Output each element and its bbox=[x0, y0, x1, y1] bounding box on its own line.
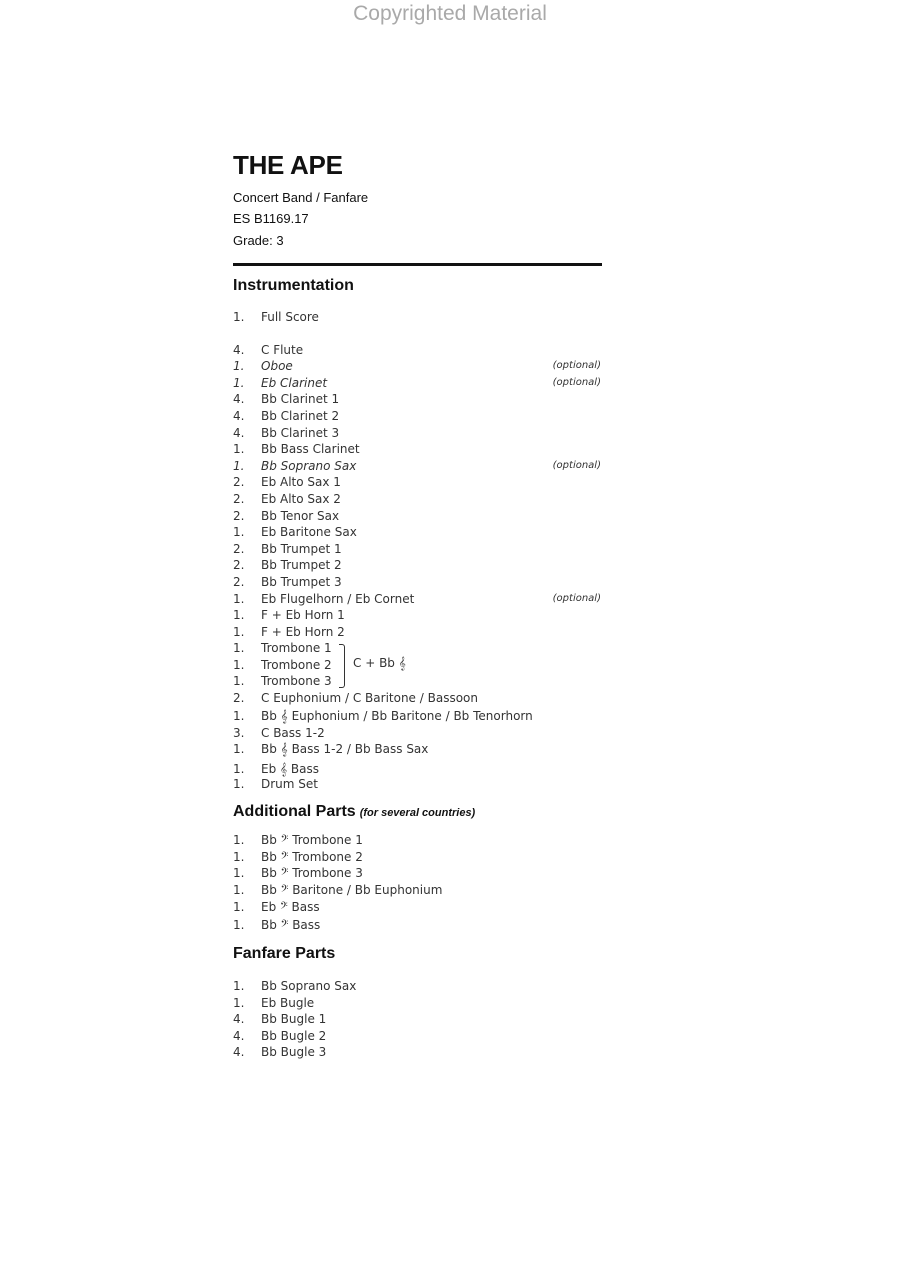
instrument-row bbox=[233, 690, 603, 706]
catalog-number: ES B1169.17 bbox=[233, 211, 309, 226]
part-name: Bb Soprano Sax bbox=[261, 459, 357, 473]
part-name: C Flute bbox=[261, 343, 304, 357]
piece-title: THE APE bbox=[233, 150, 343, 180]
part-name: Oboe bbox=[261, 359, 293, 373]
additional-row bbox=[233, 832, 603, 848]
part-count: 2. bbox=[233, 509, 245, 523]
part-name: Eb Alto Sax 1 bbox=[261, 475, 341, 489]
instrument-row bbox=[233, 640, 603, 656]
part-name: Eb Flugelhorn / Eb Cornet bbox=[261, 592, 415, 606]
part-name: Eb 𝄢 Bass bbox=[261, 900, 320, 914]
part-name: Bb Trumpet 2 bbox=[261, 558, 342, 572]
instrument-row bbox=[233, 425, 603, 441]
part-count: 3. bbox=[233, 726, 245, 740]
part-count: 4. bbox=[233, 426, 245, 440]
part-name: Trombone 3 bbox=[261, 674, 332, 688]
instrument-row bbox=[233, 657, 603, 673]
part-count: 1. bbox=[233, 310, 245, 324]
fanfare-row bbox=[233, 1044, 603, 1060]
part-name: C Euphonium / C Baritone / Bassoon bbox=[261, 691, 478, 705]
instrument-row bbox=[233, 761, 603, 777]
part-count: 1. bbox=[233, 608, 245, 622]
instrument-row bbox=[233, 741, 603, 757]
part-count: 1. bbox=[233, 777, 245, 791]
part-count: 1. bbox=[233, 658, 245, 672]
part-count: 1. bbox=[233, 359, 245, 373]
part-name: Bb Bugle 1 bbox=[261, 1012, 327, 1026]
part-count: 4. bbox=[233, 1012, 245, 1026]
instrument-row bbox=[233, 408, 603, 424]
part-count: 1. bbox=[233, 625, 245, 639]
part-count: 1. bbox=[233, 442, 245, 456]
instrument-row bbox=[233, 375, 603, 391]
part-count: 1. bbox=[233, 833, 245, 847]
part-name: C Bass 1-2 bbox=[261, 726, 325, 740]
instrument-row bbox=[233, 574, 603, 590]
fanfare-row bbox=[233, 978, 603, 994]
part-count: 1. bbox=[233, 762, 245, 776]
additional-row bbox=[233, 899, 603, 915]
part-name: Bb 𝄞 Bass 1-2 / Bb Bass Sax bbox=[261, 742, 429, 756]
optional-tag: (optional) bbox=[552, 377, 601, 388]
title-divider bbox=[233, 263, 602, 266]
part-count: 4. bbox=[233, 392, 245, 406]
part-count: 1. bbox=[233, 866, 245, 880]
part-count: 1. bbox=[233, 883, 245, 897]
instrument-row bbox=[233, 673, 603, 689]
instrument-row bbox=[233, 557, 603, 573]
part-name: Bb Trumpet 3 bbox=[261, 575, 342, 589]
part-count: 4. bbox=[233, 1029, 245, 1043]
part-count: 2. bbox=[233, 475, 245, 489]
part-name: Trombone 1 bbox=[261, 641, 332, 655]
instrument-row bbox=[233, 342, 603, 358]
part-name: F + Eb Horn 2 bbox=[261, 625, 345, 639]
fanfare-row bbox=[233, 995, 603, 1011]
part-count: 1. bbox=[233, 459, 245, 473]
instrument-row bbox=[233, 358, 603, 374]
part-count: 2. bbox=[233, 542, 245, 556]
instrument-row bbox=[233, 441, 603, 457]
part-name: Trombone 2 bbox=[261, 658, 332, 672]
part-name: F + Eb Horn 1 bbox=[261, 608, 345, 622]
instrument-row bbox=[233, 624, 603, 640]
instrument-row bbox=[233, 474, 603, 490]
instrument-row bbox=[233, 508, 603, 524]
copyright-watermark: Copyrighted Material bbox=[353, 2, 547, 25]
part-name: Eb Alto Sax 2 bbox=[261, 492, 341, 506]
part-name: Bb Clarinet 2 bbox=[261, 409, 340, 423]
part-name: Drum Set bbox=[261, 777, 318, 791]
additional-row bbox=[233, 917, 603, 933]
part-name: Full Score bbox=[261, 310, 319, 324]
part-name: Eb Bugle bbox=[261, 996, 315, 1010]
part-count: 1. bbox=[233, 709, 245, 723]
part-count: 1. bbox=[233, 592, 245, 606]
part-count: 2. bbox=[233, 575, 245, 589]
part-count: 4. bbox=[233, 409, 245, 423]
part-count: 1. bbox=[233, 641, 245, 655]
optional-tag: (optional) bbox=[552, 460, 601, 471]
instrument-row bbox=[233, 708, 603, 724]
part-count: 1. bbox=[233, 525, 245, 539]
part-count: 1. bbox=[233, 742, 245, 756]
part-name: Bb Clarinet 3 bbox=[261, 426, 340, 440]
part-count: 1. bbox=[233, 850, 245, 864]
part-name: Eb Baritone Sax bbox=[261, 525, 357, 539]
instrument-row bbox=[233, 524, 603, 540]
part-count: 1. bbox=[233, 900, 245, 914]
instrument-row bbox=[233, 725, 603, 741]
part-count: 1. bbox=[233, 979, 245, 993]
part-name: Bb Soprano Sax bbox=[261, 979, 357, 993]
additional-parts-heading bbox=[233, 803, 475, 821]
part-count: 1. bbox=[233, 376, 245, 390]
instrument-row bbox=[233, 607, 603, 623]
part-name: Bb 𝄢 Trombone 3 bbox=[261, 866, 363, 880]
part-name: Bb 𝄢 Trombone 2 bbox=[261, 850, 363, 864]
part-name: Bb Clarinet 1 bbox=[261, 392, 340, 406]
instrument-row bbox=[233, 391, 603, 407]
grade-level: Grade: 3 bbox=[233, 233, 284, 248]
part-count: 4. bbox=[233, 343, 245, 357]
trombone-group-brace bbox=[339, 644, 345, 688]
part-name: Eb Clarinet bbox=[261, 376, 328, 390]
additional-row bbox=[233, 849, 603, 865]
part-name: Bb 𝄞 Euphonium / Bb Baritone / Bb Tenorhorn bbox=[261, 709, 533, 723]
additional-row bbox=[233, 865, 603, 881]
instrument-row bbox=[233, 458, 603, 474]
part-count: 2. bbox=[233, 492, 245, 506]
part-name: Bb 𝄢 Trombone 1 bbox=[261, 833, 363, 847]
instrument-row bbox=[233, 309, 603, 325]
additional-parts-title: Additional Parts bbox=[233, 803, 356, 820]
part-count: 1. bbox=[233, 674, 245, 688]
part-count: 2. bbox=[233, 691, 245, 705]
part-name: Bb 𝄢 Bass bbox=[261, 918, 321, 932]
part-count: 1. bbox=[233, 996, 245, 1010]
part-count: 2. bbox=[233, 558, 245, 572]
part-name: Bb Tenor Sax bbox=[261, 509, 340, 523]
optional-tag: (optional) bbox=[552, 593, 601, 604]
part-name: Bb Trumpet 1 bbox=[261, 542, 342, 556]
fanfare-row bbox=[233, 1011, 603, 1027]
instrumentation-heading: Instrumentation bbox=[233, 277, 354, 294]
instrument-row bbox=[233, 591, 603, 607]
part-name: Eb 𝄞 Bass bbox=[261, 762, 320, 776]
part-name: Bb Bass Clarinet bbox=[261, 442, 360, 456]
ensemble-type: Concert Band / Fanfare bbox=[233, 190, 369, 205]
instrument-row bbox=[233, 776, 603, 792]
optional-tag: (optional) bbox=[552, 360, 601, 371]
trombone-group-label: C + Bb 𝄞 bbox=[353, 656, 406, 670]
fanfare-parts-heading: Fanfare Parts bbox=[233, 945, 336, 962]
part-name: Bb Bugle 3 bbox=[261, 1045, 327, 1059]
part-count: 1. bbox=[233, 918, 245, 932]
instrument-row bbox=[233, 541, 603, 557]
part-name: Bb 𝄢 Baritone / Bb Euphonium bbox=[261, 883, 443, 897]
part-count: 4. bbox=[233, 1045, 245, 1059]
part-name: Bb Bugle 2 bbox=[261, 1029, 327, 1043]
fanfare-row bbox=[233, 1028, 603, 1044]
additional-row bbox=[233, 882, 603, 898]
instrument-row bbox=[233, 491, 603, 507]
additional-parts-note: (for several countries) bbox=[359, 807, 476, 819]
